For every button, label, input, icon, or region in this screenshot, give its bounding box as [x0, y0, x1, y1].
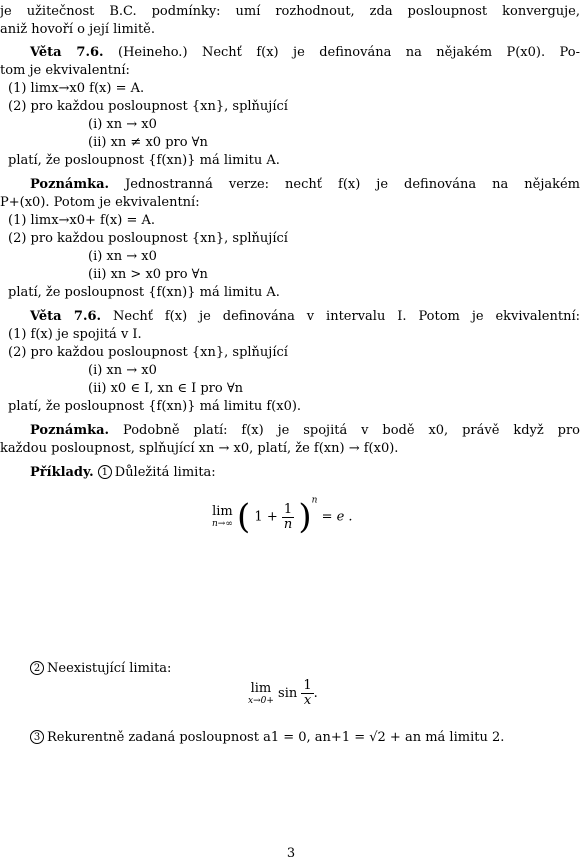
remark-onesided-sub-2: (ii) xn > x0 pro ∀n — [88, 267, 208, 282]
examples-label: Příklady. — [30, 465, 94, 480]
remark-onesided-cond-2: (2) pro každou posloupnost {xn}, splňující — [8, 231, 288, 246]
theorem-continuity-sub-2: (ii) x0 ∈ I, xn ∈ I pro ∀n — [88, 381, 244, 396]
remark-onesided-cond-1: (1) limx→x0+ f(x) = A. — [8, 213, 156, 228]
remark-continuity-line-2: každou posloupnost, splňující xn → x0, platí, že f(xn) → f(x0). — [0, 441, 399, 456]
theorem-continuity-cond-2: (2) pro každou posloupnost {xn}, splňující — [8, 345, 288, 360]
theorem-heine-line-1 — [30, 44, 580, 62]
remark-onesided-line-2: P+(x0). Potom je ekvivalentní: — [0, 195, 200, 210]
theorem-heine-sub-2: (ii) xn ≠ x0 pro ∀n — [88, 135, 208, 150]
theorem-heine-cond-2: (2) pro každou posloupnost {xn}, splňující — [8, 99, 288, 114]
example-3-line — [30, 729, 504, 747]
remark-label: Poznámka. — [30, 423, 110, 438]
theorem-heine-line-2: tom je ekvivalentní: — [0, 63, 130, 78]
theorem-text: Nechť f(x) je definována v intervalu I. Potom je ekvivalentní: — [113, 309, 580, 324]
sin-function: sin — [278, 686, 298, 701]
theorem-label: Věta 7.6. — [30, 45, 104, 60]
example-1-text: Důležitá limita: — [114, 465, 216, 480]
equation-one: 1 — [254, 509, 263, 525]
remark-continuity-line-1 — [30, 422, 580, 440]
limit-operator: lim x→0+ — [248, 680, 274, 706]
equation-euler-limit — [212, 495, 353, 537]
theorem-heine-conclusion: platí, že posloupnost {f(xn)} má limitu A. — [8, 153, 280, 168]
remark-onesided-line-1 — [30, 176, 580, 194]
theorem-label: Věta 7.6. — [30, 309, 102, 324]
intro-line-2: aniž hovoří o její limitě. — [0, 22, 155, 37]
example-number-1: 1 — [98, 465, 112, 479]
theorem-continuity-cond-1: (1) f(x) je spojitá v I. — [8, 327, 142, 342]
remark-label: Poznámka. — [30, 177, 110, 192]
equation-rhs: = e . — [321, 509, 353, 525]
remark-onesided-sub-1: (i) xn → x0 — [88, 249, 157, 264]
example-number-2: 2 — [30, 661, 44, 675]
theorem-continuity-sub-1: (i) xn → x0 — [88, 363, 157, 378]
remark-text: Podobně platí: f(x) je spojitá v bodě x0, právě když pro — [123, 423, 580, 438]
theorem-continuity-conclusion: platí, že posloupnost {f(xn)} má limitu f(x0). — [8, 399, 302, 414]
examples-line-1 — [30, 464, 216, 482]
equation-end: . — [313, 686, 318, 701]
fraction-one-over-n: $\frac{1}{n}$ — [283, 501, 293, 532]
theorem-heine-sub-1: (i) xn → x0 — [88, 117, 157, 132]
example-number-3: 3 — [30, 730, 44, 744]
example-2-line — [30, 660, 171, 678]
theorem-continuity-line-1 — [30, 308, 580, 326]
equation-sin-limit — [248, 679, 318, 708]
equation-exponent: n — [311, 495, 318, 506]
example-3-text: Rekurentně zadaná posloupnost a1 = 0, an+1 = √2 + an má limitu 2. — [47, 730, 505, 745]
fraction-one-over-x: $\frac{1}{x}$ — [303, 678, 312, 708]
example-2-text: Neexistující limita: — [47, 661, 172, 676]
limit-operator: lim n→∞ — [212, 504, 233, 529]
right-paren: ) — [298, 497, 312, 537]
remark-onesided-conclusion: platí, že posloupnost {f(xn)} má limitu A. — [8, 285, 280, 300]
theorem-text: (Heineho.) Nechť f(x) je definována na nějakém P(x0). Po- — [118, 45, 580, 60]
remark-text: Jednostranná verze: nechť f(x) je definována na nějakém — [125, 177, 580, 192]
equation-plus: + — [266, 509, 278, 525]
left-paren: ( — [236, 497, 251, 537]
theorem-heine-cond-1: (1) limx→x0 f(x) = A. — [8, 81, 145, 96]
page-number: 3 — [286, 846, 296, 861]
intro-line-1: je užitečnost B.C. podmínky: umí rozhodnout, zda posloupnost konverguje, — [0, 4, 580, 19]
